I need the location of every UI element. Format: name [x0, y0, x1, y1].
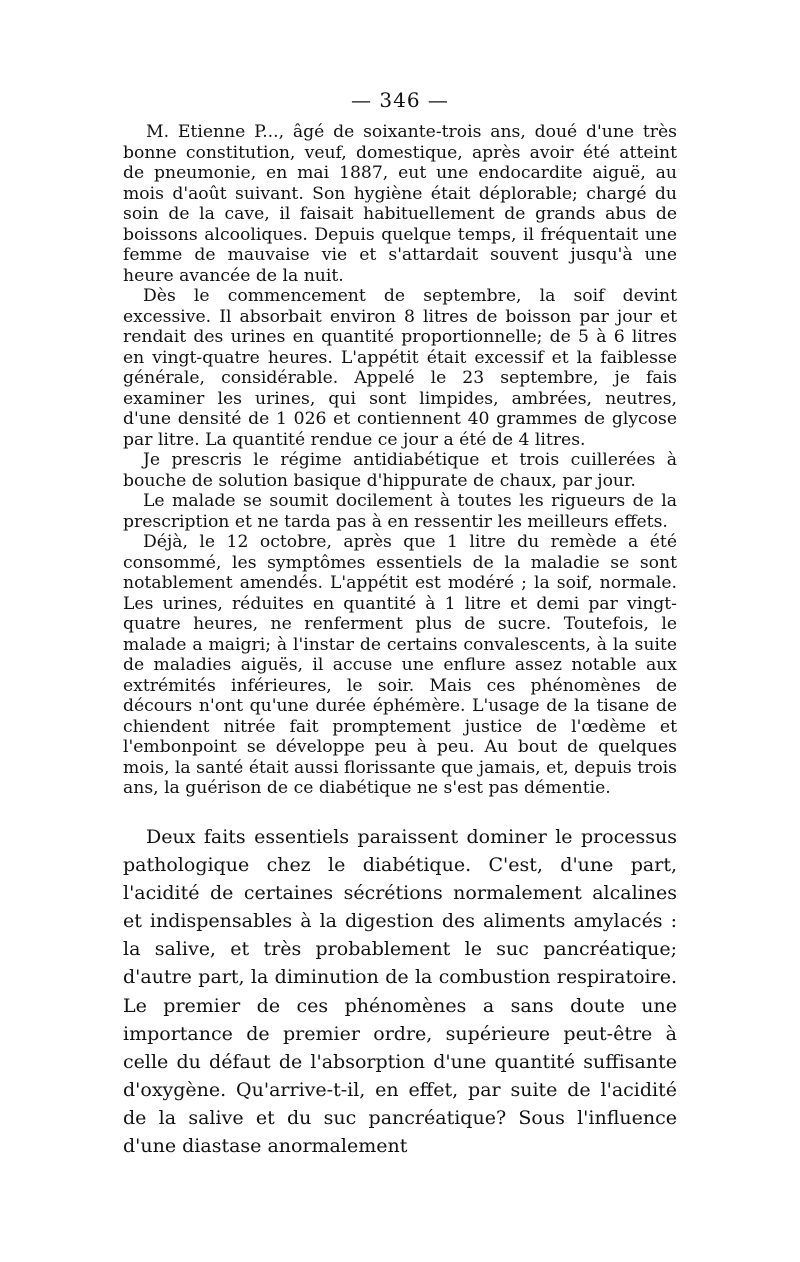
case-paragraph-4: Le malade se soumit docilement à toutes les rigueurs de la prescription et ne tarda pas à en ressentir les meilleurs effets.: [123, 491, 677, 532]
case-paragraph-5: Déjà, le 12 octobre, après que 1 litre du remède a été consommé, les symptômes essentiels de la maladie se sont notablement amendés. L'appétit est modéré ; la soif, normale. Les urines, réduites en quantité à 1 litre et demi par vingt-quatre heures, ne renferment plus de sucre. Toutefois, le malade a maigri; à l'instar de certains convalescents, à la suite de maladies aiguës, il accuse une enflure assez notable aux extrémités inférieures, le soir. Mais ces phénomènes de décours n'ont qu'une durée éphémère. L'usage de la tisane de chiendent nitrée fait promptement justice de l'œdème et l'embonpoint se développe peu à peu. Au bout de quelques mois, la santé était aussi florissante que jamais, et, depuis trois ans, la guérison de ce diabétique ne s'est pas démentie.: [123, 532, 677, 798]
case-report-section: [123, 122, 677, 799]
case-paragraph-3: Je prescris le régime antidiabétique et trois cuillerées à bouche de solution basique d'hippurate de chaux, par jour.: [123, 450, 677, 491]
page-number: — 346 —: [351, 88, 449, 112]
case-paragraph-2: Dès le commencement de septembre, la soif devint excessive. Il absorbait environ 8 litres de boisson par jour et rendait des urines en quantité proportionnelle; de 5 à 6 litres en vingt-quatre heures. L'appétit était excessif et la faiblesse générale, considérable. Appelé le 23 septembre, je fais examiner les urines, qui sont limpides, ambrées, neutres, d'une densité de 1 026 et contiennent 40 grammes de glycose par litre. La quantité rendue ce jour a été de 4 litres.: [123, 286, 677, 450]
discussion-section: [123, 823, 677, 1160]
case-paragraph-1: M. Etienne P..., âgé de soixante-trois ans, doué d'une très bonne constitution, veuf, domestique, après avoir été atteint de pneumonie, en mai 1887, eut une endocardite aiguë, au mois d'août suivant. Son hygiène était déplorable; chargé du soin de la cave, il faisait habituellement de grands abus de boissons alcooliques. Depuis quelque temps, il fréquentait une femme de mauvaise vie et s'attardait souvent jusqu'à une heure avancée de la nuit.: [123, 122, 677, 286]
discussion-paragraph: Deux faits essentiels paraissent dominer le processus pathologique chez le diabétique. C'est, d'une part, l'acidité de certaines sécrétions normalement alcalines et indispensables à la digestion des aliments amylacés : la salive, et très probablement le suc pancréatique; d'autre part, la diminution de la combustion respiratoire. Le premier de ces phénomènes a sans doute une importance de premier ordre, supérieure peut-être à celle du défaut de l'absorption d'une quantité suffisante d'oxygène. Qu'arrive-t-il, en effet, par suite de l'acidité de la salive et du suc pancréatique? Sous l'influence d'une diastase anormalement: [123, 826, 677, 1158]
